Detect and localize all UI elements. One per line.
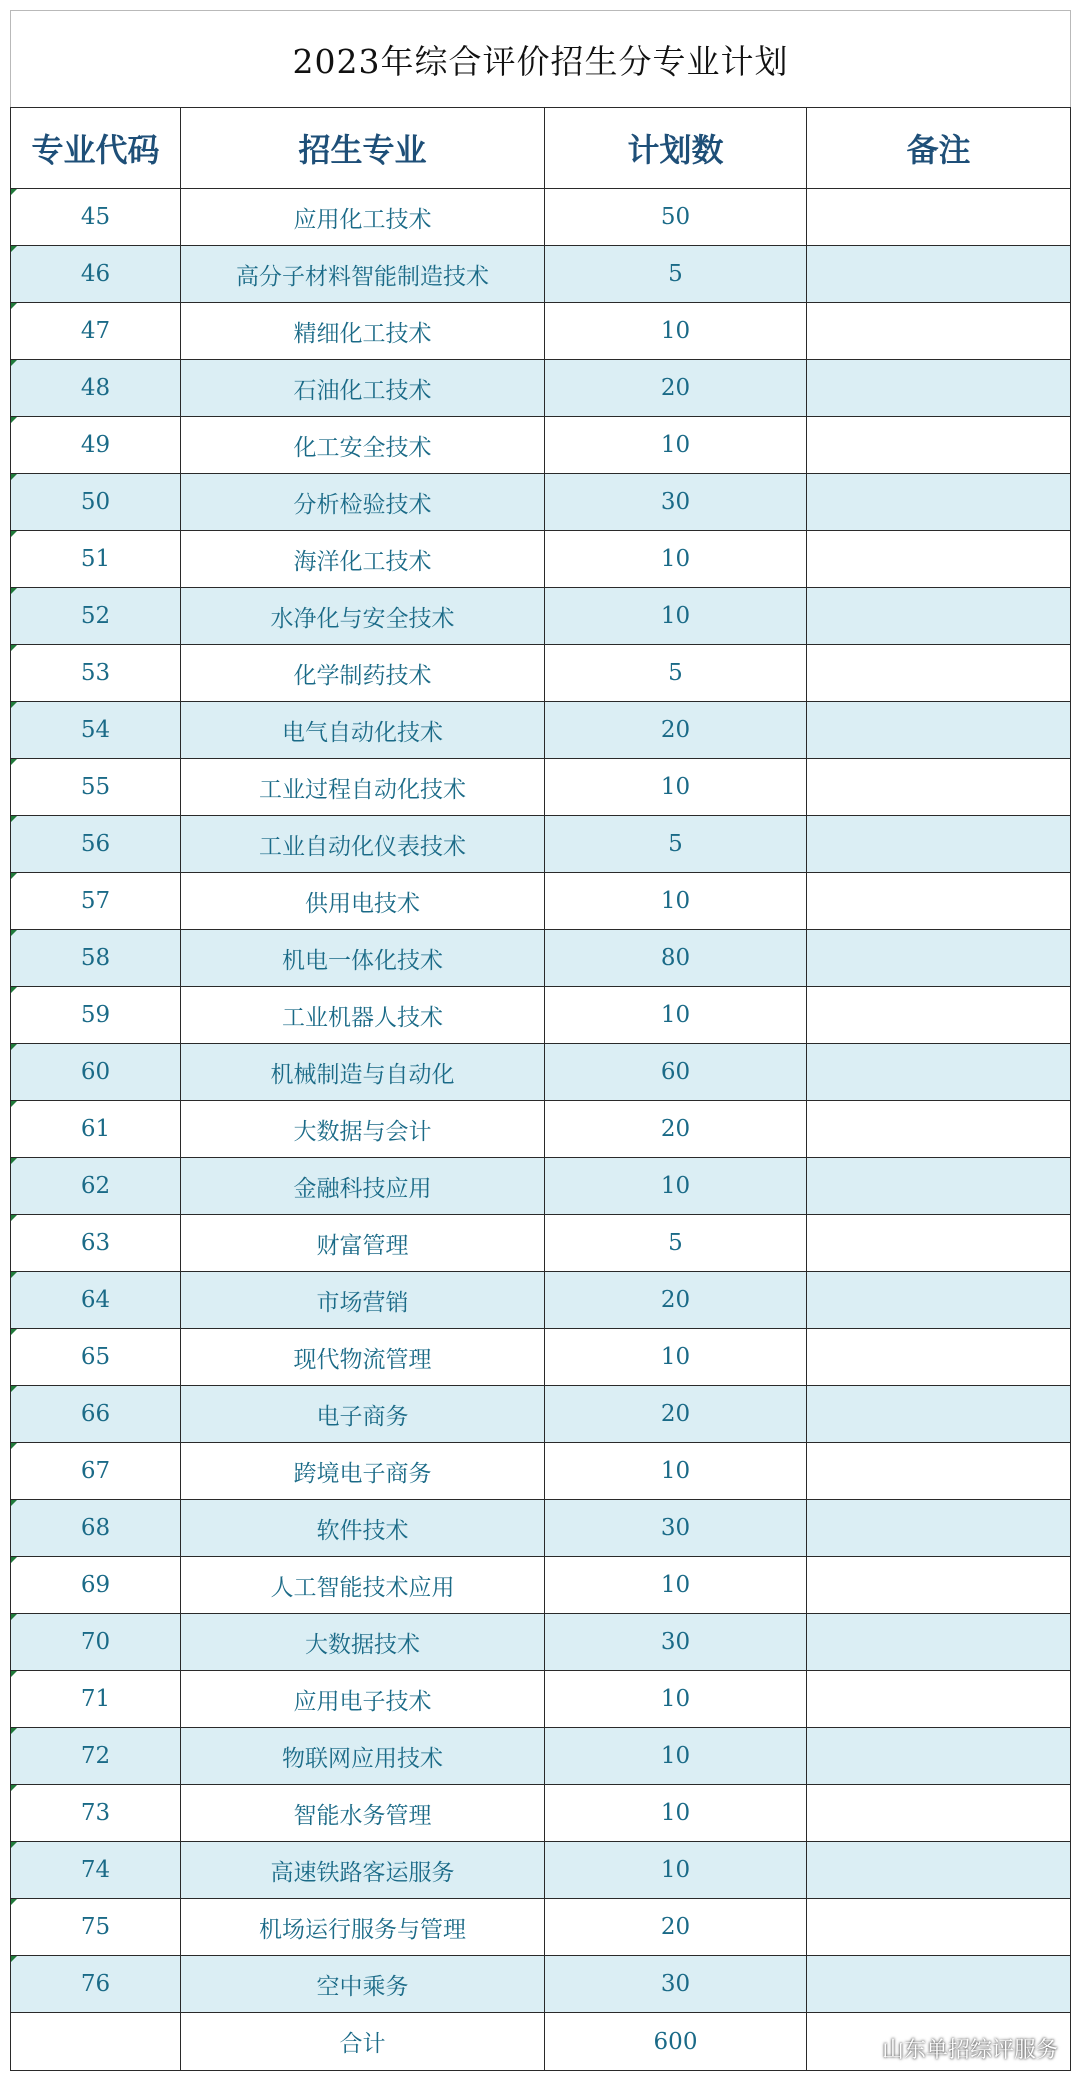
plan-count-cell: 10 bbox=[545, 1158, 807, 1215]
table-row bbox=[11, 1728, 1071, 1785]
table-title: 2023年综合评价招生分专业计划 bbox=[11, 11, 1071, 108]
major-code-cell: 76 bbox=[11, 1956, 181, 2013]
major-name-cell: 金融科技应用 bbox=[181, 1158, 545, 1215]
major-code-cell: 59 bbox=[11, 987, 181, 1044]
remarks-cell bbox=[807, 1044, 1071, 1101]
header-remarks: 备注 bbox=[807, 108, 1071, 189]
table-row bbox=[11, 816, 1071, 873]
remarks-cell bbox=[807, 1557, 1071, 1614]
major-code-cell: 61 bbox=[11, 1101, 181, 1158]
plan-count-cell: 10 bbox=[545, 759, 807, 816]
total-count: 600 bbox=[545, 2013, 807, 2071]
major-name-cell: 大数据技术 bbox=[181, 1614, 545, 1671]
plan-count-cell: 30 bbox=[545, 1614, 807, 1671]
major-name-cell: 应用化工技术 bbox=[181, 189, 545, 246]
plan-count-cell: 10 bbox=[545, 417, 807, 474]
major-code-cell: 60 bbox=[11, 1044, 181, 1101]
remarks-cell bbox=[807, 930, 1071, 987]
major-code-cell: 64 bbox=[11, 1272, 181, 1329]
major-name-cell: 化工安全技术 bbox=[181, 417, 545, 474]
table-row bbox=[11, 246, 1071, 303]
remarks-cell bbox=[807, 474, 1071, 531]
remarks-cell bbox=[807, 531, 1071, 588]
major-name-cell: 市场营销 bbox=[181, 1272, 545, 1329]
major-code-cell: 63 bbox=[11, 1215, 181, 1272]
plan-count-cell: 50 bbox=[545, 189, 807, 246]
table-row bbox=[11, 1842, 1071, 1899]
major-name-cell: 分析检验技术 bbox=[181, 474, 545, 531]
remarks-cell bbox=[807, 1443, 1071, 1500]
major-code-cell: 47 bbox=[11, 303, 181, 360]
major-name-cell: 水净化与安全技术 bbox=[181, 588, 545, 645]
plan-count-cell: 10 bbox=[545, 1728, 807, 1785]
major-code-cell: 57 bbox=[11, 873, 181, 930]
major-code-cell: 68 bbox=[11, 1500, 181, 1557]
remarks-cell bbox=[807, 1728, 1071, 1785]
plan-count-cell: 20 bbox=[545, 702, 807, 759]
remarks-cell bbox=[807, 1215, 1071, 1272]
table-row bbox=[11, 930, 1071, 987]
major-name-cell: 机场运行服务与管理 bbox=[181, 1899, 545, 1956]
major-code-cell: 46 bbox=[11, 246, 181, 303]
major-name-cell: 机电一体化技术 bbox=[181, 930, 545, 987]
table-row bbox=[11, 1557, 1071, 1614]
major-name-cell: 物联网应用技术 bbox=[181, 1728, 545, 1785]
table-row bbox=[11, 987, 1071, 1044]
table-row bbox=[11, 417, 1071, 474]
watermark-text: 山东单招综评服务 bbox=[881, 2038, 1058, 2063]
table-row bbox=[11, 1329, 1071, 1386]
table-row bbox=[11, 360, 1071, 417]
major-code-cell: 49 bbox=[11, 417, 181, 474]
remarks-cell bbox=[807, 645, 1071, 702]
plan-count-cell: 20 bbox=[545, 1272, 807, 1329]
remarks-cell bbox=[807, 1500, 1071, 1557]
plan-count-cell: 10 bbox=[545, 1842, 807, 1899]
remarks-cell bbox=[807, 189, 1071, 246]
plan-count-cell: 20 bbox=[545, 1101, 807, 1158]
major-code-cell: 50 bbox=[11, 474, 181, 531]
remarks-cell bbox=[807, 873, 1071, 930]
major-name-cell: 电子商务 bbox=[181, 1386, 545, 1443]
major-code-cell: 62 bbox=[11, 1158, 181, 1215]
major-code-cell: 51 bbox=[11, 531, 181, 588]
header-major-code: 专业代码 bbox=[11, 108, 181, 189]
plan-count-cell: 80 bbox=[545, 930, 807, 987]
table-row bbox=[11, 1044, 1071, 1101]
plan-count-cell: 5 bbox=[545, 645, 807, 702]
major-name-cell: 跨境电子商务 bbox=[181, 1443, 545, 1500]
remarks-cell bbox=[807, 1614, 1071, 1671]
remarks-cell bbox=[807, 1671, 1071, 1728]
header-major-name: 招生专业 bbox=[181, 108, 545, 189]
remarks-cell bbox=[807, 1842, 1071, 1899]
plan-count-cell: 10 bbox=[545, 303, 807, 360]
table-row bbox=[11, 1785, 1071, 1842]
table-row bbox=[11, 702, 1071, 759]
remarks-cell bbox=[807, 1899, 1071, 1956]
plan-count-cell: 30 bbox=[545, 474, 807, 531]
remarks-cell bbox=[807, 702, 1071, 759]
major-name-cell: 人工智能技术应用 bbox=[181, 1557, 545, 1614]
major-name-cell: 工业机器人技术 bbox=[181, 987, 545, 1044]
plan-count-cell: 30 bbox=[545, 1956, 807, 2013]
remarks-cell bbox=[807, 246, 1071, 303]
major-code-cell: 58 bbox=[11, 930, 181, 987]
major-code-cell: 56 bbox=[11, 816, 181, 873]
major-name-cell: 软件技术 bbox=[181, 1500, 545, 1557]
major-code-cell: 55 bbox=[11, 759, 181, 816]
table-row bbox=[11, 1500, 1071, 1557]
remarks-cell bbox=[807, 303, 1071, 360]
remarks-cell bbox=[807, 1329, 1071, 1386]
plan-count-cell: 30 bbox=[545, 1500, 807, 1557]
remarks-cell bbox=[807, 987, 1071, 1044]
table-row bbox=[11, 303, 1071, 360]
enrollment-plan-sheet bbox=[10, 10, 1070, 2071]
major-code-cell: 66 bbox=[11, 1386, 181, 1443]
plan-count-cell: 10 bbox=[545, 987, 807, 1044]
table-body bbox=[11, 189, 1071, 2013]
major-code-cell: 71 bbox=[11, 1671, 181, 1728]
major-name-cell: 工业过程自动化技术 bbox=[181, 759, 545, 816]
table-row bbox=[11, 1614, 1071, 1671]
remarks-cell bbox=[807, 1101, 1071, 1158]
table-row bbox=[11, 1158, 1071, 1215]
table-row bbox=[11, 873, 1071, 930]
plan-count-cell: 5 bbox=[545, 1215, 807, 1272]
remarks-cell bbox=[807, 1272, 1071, 1329]
major-code-cell: 54 bbox=[11, 702, 181, 759]
watermark bbox=[846, 2033, 1058, 2064]
major-code-cell: 65 bbox=[11, 1329, 181, 1386]
total-code-cell bbox=[11, 2013, 181, 2071]
remarks-cell bbox=[807, 1956, 1071, 2013]
plan-count-cell: 20 bbox=[545, 1899, 807, 1956]
plan-count-cell: 60 bbox=[545, 1044, 807, 1101]
major-code-cell: 67 bbox=[11, 1443, 181, 1500]
table-row bbox=[11, 1671, 1071, 1728]
major-name-cell: 精细化工技术 bbox=[181, 303, 545, 360]
table-row bbox=[11, 1443, 1071, 1500]
plan-count-cell: 10 bbox=[545, 1443, 807, 1500]
remarks-cell bbox=[807, 1158, 1071, 1215]
major-code-cell: 45 bbox=[11, 189, 181, 246]
major-name-cell: 工业自动化仪表技术 bbox=[181, 816, 545, 873]
total-label: 合计 bbox=[181, 2013, 545, 2071]
major-name-cell: 现代物流管理 bbox=[181, 1329, 545, 1386]
table-row bbox=[11, 1956, 1071, 2013]
remarks-cell bbox=[807, 816, 1071, 873]
remarks-cell bbox=[807, 417, 1071, 474]
major-name-cell: 石油化工技术 bbox=[181, 360, 545, 417]
remarks-cell bbox=[807, 360, 1071, 417]
plan-count-cell: 10 bbox=[545, 873, 807, 930]
major-code-cell: 52 bbox=[11, 588, 181, 645]
remarks-cell bbox=[807, 1386, 1071, 1443]
major-name-cell: 供用电技术 bbox=[181, 873, 545, 930]
major-name-cell: 智能水务管理 bbox=[181, 1785, 545, 1842]
wechat-icon bbox=[846, 2036, 876, 2062]
enrollment-plan-table bbox=[10, 10, 1071, 2071]
major-name-cell: 大数据与会计 bbox=[181, 1101, 545, 1158]
plan-count-cell: 5 bbox=[545, 246, 807, 303]
plan-count-cell: 10 bbox=[545, 588, 807, 645]
table-row bbox=[11, 645, 1071, 702]
table-row bbox=[11, 1272, 1071, 1329]
remarks-cell bbox=[807, 588, 1071, 645]
table-row bbox=[11, 189, 1071, 246]
plan-count-cell: 10 bbox=[545, 1329, 807, 1386]
major-code-cell: 75 bbox=[11, 1899, 181, 1956]
table-row bbox=[11, 759, 1071, 816]
major-name-cell: 高速铁路客运服务 bbox=[181, 1842, 545, 1899]
remarks-cell bbox=[807, 1785, 1071, 1842]
table-row bbox=[11, 531, 1071, 588]
plan-count-cell: 20 bbox=[545, 360, 807, 417]
major-code-cell: 72 bbox=[11, 1728, 181, 1785]
major-name-cell: 高分子材料智能制造技术 bbox=[181, 246, 545, 303]
header-plan-count: 计划数 bbox=[545, 108, 807, 189]
remarks-cell bbox=[807, 759, 1071, 816]
major-code-cell: 73 bbox=[11, 1785, 181, 1842]
major-name-cell: 应用电子技术 bbox=[181, 1671, 545, 1728]
major-name-cell: 海洋化工技术 bbox=[181, 531, 545, 588]
plan-count-cell: 10 bbox=[545, 1557, 807, 1614]
major-code-cell: 70 bbox=[11, 1614, 181, 1671]
major-name-cell: 化学制药技术 bbox=[181, 645, 545, 702]
major-code-cell: 69 bbox=[11, 1557, 181, 1614]
table-row bbox=[11, 1899, 1071, 1956]
major-code-cell: 53 bbox=[11, 645, 181, 702]
major-code-cell: 48 bbox=[11, 360, 181, 417]
plan-count-cell: 10 bbox=[545, 1671, 807, 1728]
plan-count-cell: 10 bbox=[545, 1785, 807, 1842]
major-name-cell: 空中乘务 bbox=[181, 1956, 545, 2013]
major-name-cell: 财富管理 bbox=[181, 1215, 545, 1272]
major-name-cell: 机械制造与自动化 bbox=[181, 1044, 545, 1101]
table-row bbox=[11, 1215, 1071, 1272]
major-name-cell: 电气自动化技术 bbox=[181, 702, 545, 759]
plan-count-cell: 5 bbox=[545, 816, 807, 873]
table-row bbox=[11, 1101, 1071, 1158]
plan-count-cell: 20 bbox=[545, 1386, 807, 1443]
major-code-cell: 74 bbox=[11, 1842, 181, 1899]
table-row bbox=[11, 474, 1071, 531]
table-row bbox=[11, 1386, 1071, 1443]
table-row bbox=[11, 588, 1071, 645]
plan-count-cell: 10 bbox=[545, 531, 807, 588]
